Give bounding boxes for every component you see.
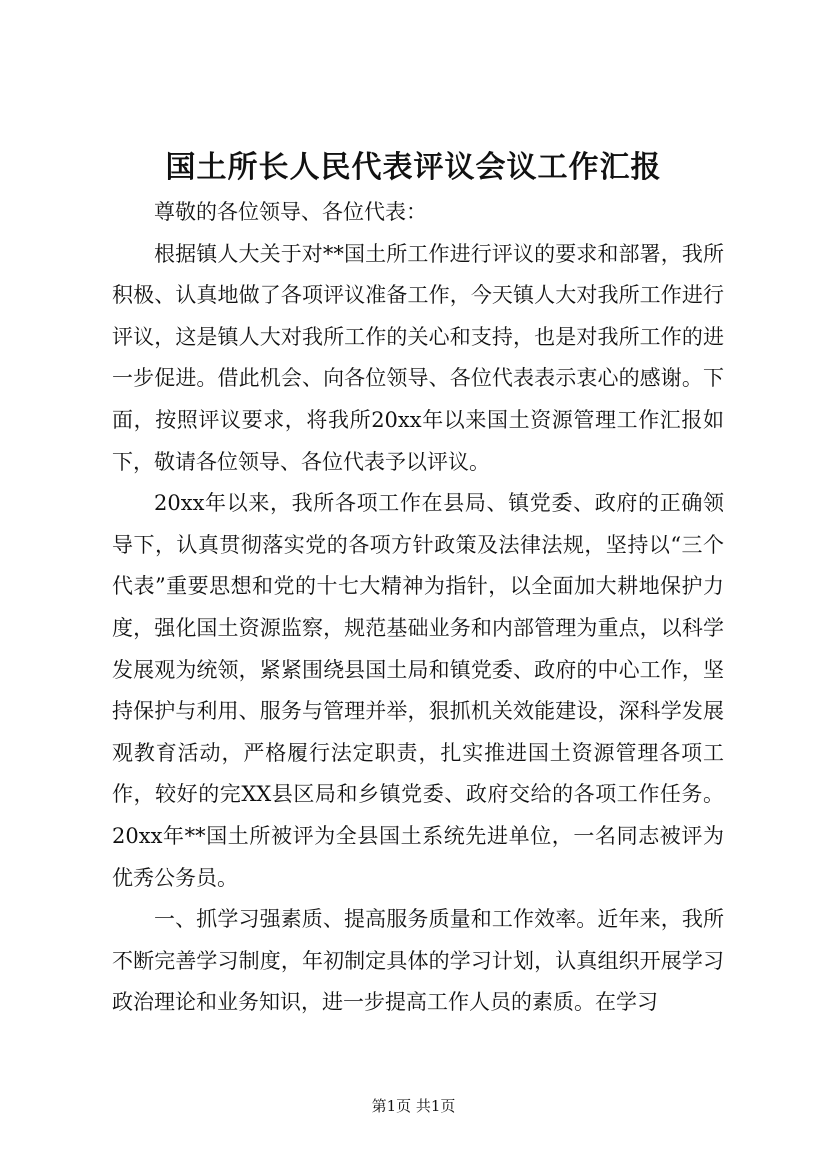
document-body [112, 192, 724, 1024]
document-title: 国土所长人民代表评议会议工作汇报 [165, 150, 662, 185]
section-one-paragraph: 一、抓学习强素质、提高服务质量和工作效率。近年来，我所不断完善学习制度，年初制定具体的学习计划，认真组织开展学习政治理论和业务知识，进一步提高工作人员的素质。在学习 [112, 907, 724, 1015]
page-number-footer: 第1页 共1页 [371, 1097, 456, 1115]
intro-paragraph: 根据镇人大关于对**国土所工作进行评议的要求和部署，我所积极、认真地做了各项评议准备工作，今天镇人大对我所工作进行评议，这是镇人大对我所工作的关心和支持，也是对我所工作的进一步促进。借此机会、向各位领导、各位代表表示衷心的感谢。下面，按照评议要求，将我所20xx年以来国土资源管理工作汇报如下，敬请各位领导、各位代表予以评议。 [112, 241, 724, 474]
overview-paragraph: 20xx年以来，我所各项工作在县局、镇党委、政府的正确领导下，认真贯彻落实党的各项方针政策及法律法规，坚持以“三个代表”重要思想和党的十七大精神为指针，以全面加大耕地保护力度，强化国土资源监察，规范基础业务和内部管理为重点，以科学发展观为统领，紧紧围绕县国土局和镇党委、政府的中心工作，坚持保护与利用、服务与管理并举，狠抓机关效能建设，深科学发展观教育活动，严格履行法定职责，扎实推进国土资源管理各项工作，较好的完XX县区局和乡镇党委、政府交给的各项工作任务。20xx年**国土所被评为全县国土系统先进单位，一名同志被评为优秀公务员。 [112, 491, 724, 890]
salutation-paragraph: 尊敬的各位领导、各位代表： [154, 200, 427, 224]
